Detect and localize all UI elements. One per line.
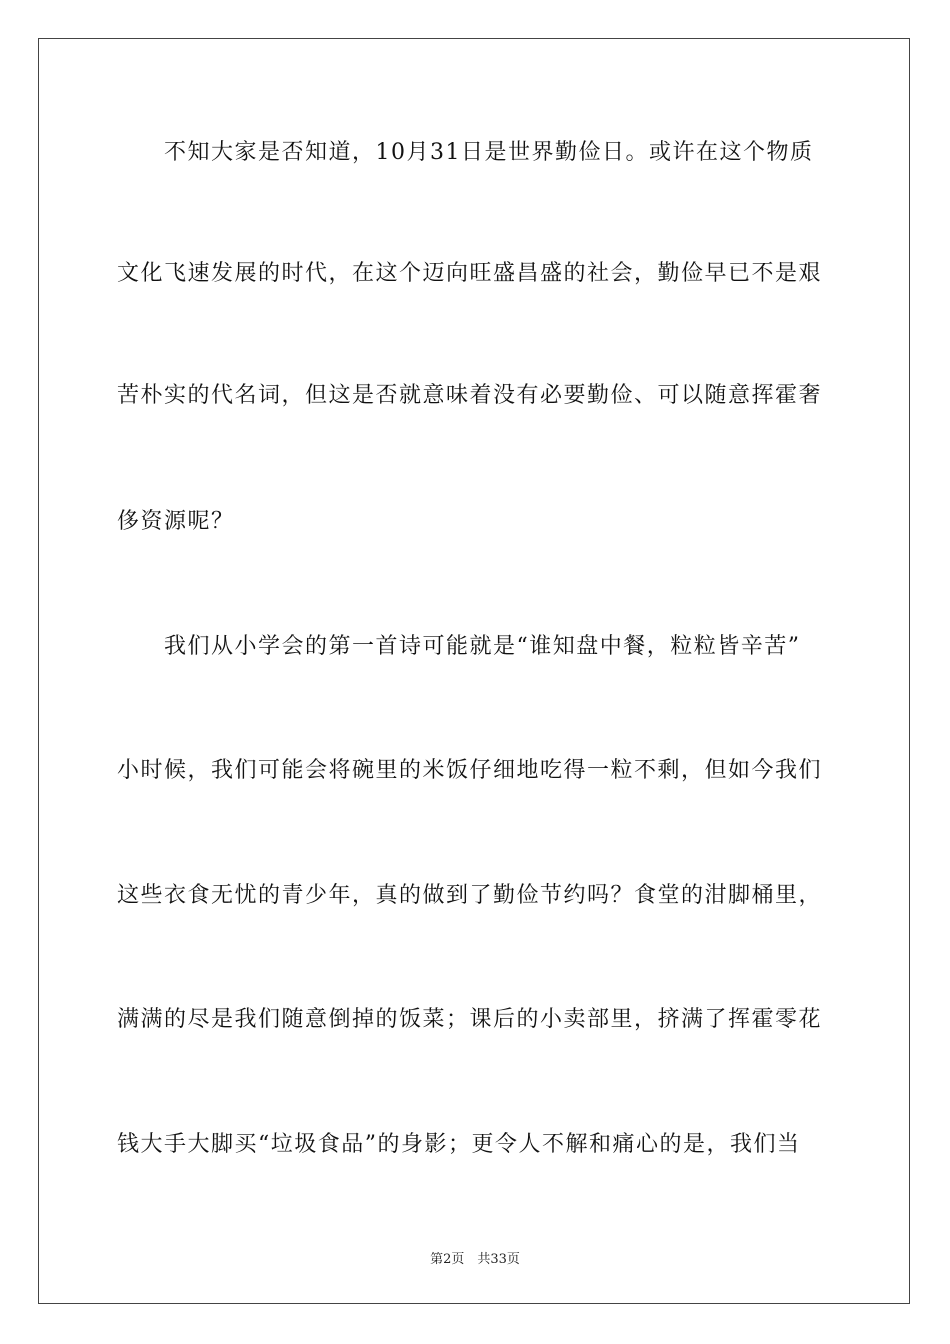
text-line: 这些衣食无忧的青少年，真的做到了勤俭节约吗？食堂的泔脚桶里， — [117, 883, 823, 908]
text-line: 满满的尽是我们随意倒掉的饭菜；课后的小卖部里，挤满了挥霍零花 — [117, 1007, 823, 1032]
page-border — [38, 38, 910, 1304]
text-line: 钱大手大脚买“垃圾食品”的身影；更令人不解和痛心的是，我们当 — [117, 1132, 801, 1157]
text-line: 苦朴实的代名词，但这是否就意味着没有必要勤俭、可以随意挥霍奢 — [117, 383, 823, 408]
text-line: 小时候，我们可能会将碗里的米饭仔细地吃得一粒不剩，但如今我们 — [117, 758, 823, 783]
text-line: 侈资源呢？ — [117, 509, 235, 534]
text-line: 文化飞速发展的时代，在这个迈向旺盛昌盛的社会，勤俭早已不是艰 — [117, 261, 823, 286]
page-number-footer: 第2页 共33页 — [430, 1252, 520, 1267]
text-line: 不知大家是否知道，10月31日是世界勤俭日。或许在这个物质 — [164, 140, 814, 165]
text-line: 我们从小学会的第一首诗可能就是“谁知盘中餐，粒粒皆辛苦” — [164, 634, 801, 659]
